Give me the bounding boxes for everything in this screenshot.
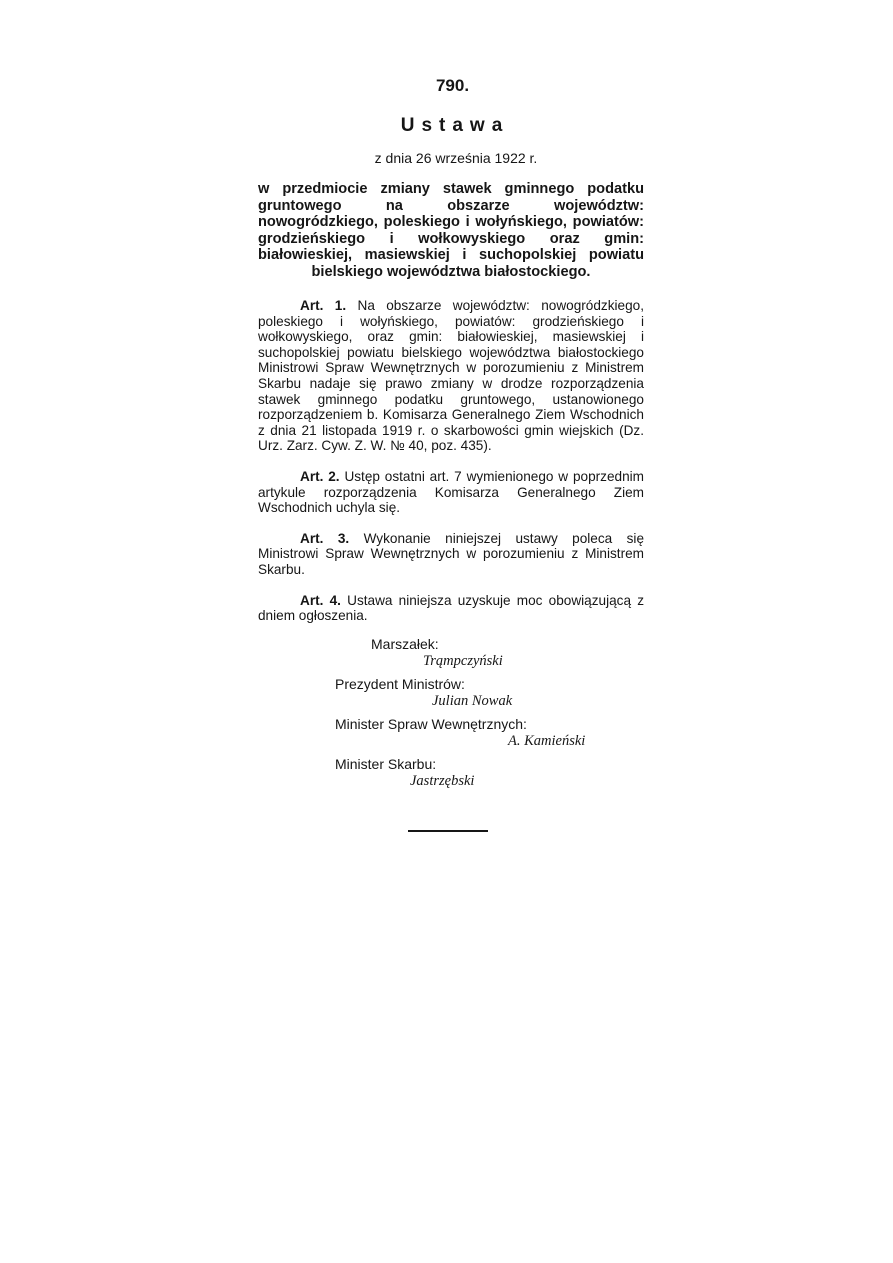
signature-interior-minister	[258, 716, 644, 750]
article-text: Ustawa niniejsza uzyskuje moc obowiązującą z dniem ogłoszenia.	[258, 592, 644, 624]
signature-role: Marszałek:	[371, 635, 439, 652]
law-subject: w przedmiocie zmiany stawek gminnego podatku gruntowego na obszarze województw: nowogródzkiego, poleskiego i wołyńskiego, powiatów: grodzieńskiego i wołkowyskiego oraz gmin: białowieskiej, masiewskiej i suchopolskiej powiatu bielskiego województwa białostockiego.	[258, 181, 644, 280]
signature-role: Prezydent Ministrów:	[335, 675, 465, 692]
page-number: 790.	[435, 76, 470, 95]
article-text: Na obszarze województw: nowogródzkiego, poleskiego i wołyńskiego, powiatów: grodzieńskiego i wołkowyskiego, oraz gmin: białowieskiej, masiewskiej i suchopolskiej powiatu bielskiego województwa białostockiego Ministrowi Spraw Wewnętrznych w porozumieniu z Ministrem Skarbu nadaje się prawo zmiany w drodze rozporządzenia stawek gminnego podatku gruntowego, ustanowionego rozporządzeniem b. Komisarza Generalnego Ziem Wschodnich z dnia 21 listopada 1919 r. o skarbowości gmin wiejskich (Dz. Urz. Zarz. Cyw. Z. W. № 40, poz. 435).	[258, 298, 644, 454]
signature-marshal	[258, 636, 644, 670]
signature-name: Trąmpczyński	[423, 652, 503, 669]
article-1	[258, 298, 644, 454]
article-4	[258, 593, 644, 624]
signature-name: Jastrzębski	[410, 772, 475, 789]
signature-name: Julian Nowak	[432, 692, 513, 709]
article-label: Art. 3.	[300, 530, 350, 546]
closing-rule	[408, 830, 488, 832]
signatures	[258, 636, 644, 790]
date-line: z dnia 26 września 1922 r.	[374, 150, 538, 166]
signature-role: Minister Spraw Wewnętrznych:	[335, 715, 527, 732]
signature-role: Minister Skarbu:	[335, 755, 437, 772]
signature-name: A. Kamieński	[508, 732, 586, 749]
article-text: Wykonanie niniejszej ustawy poleca się Ministrowi Spraw Wewnętrznych w porozumieniu z Ministrem Skarbu.	[258, 530, 645, 577]
article-label: Art. 4.	[300, 592, 341, 608]
document-page	[258, 75, 644, 796]
signature-prime-minister	[258, 676, 644, 710]
article-label: Art. 1.	[300, 298, 347, 313]
article-3	[258, 531, 644, 578]
signature-treasury-minister	[258, 756, 644, 790]
article-text: Ustęp ostatni art. 7 wymienionego w poprzednim artykule rozporządzenia Komisarza Generalnego Ziem Wschodnich uchyla się.	[258, 468, 644, 516]
article-label: Art. 2.	[300, 468, 340, 484]
document-title: Ustawa	[400, 115, 510, 136]
article-2	[258, 469, 644, 516]
